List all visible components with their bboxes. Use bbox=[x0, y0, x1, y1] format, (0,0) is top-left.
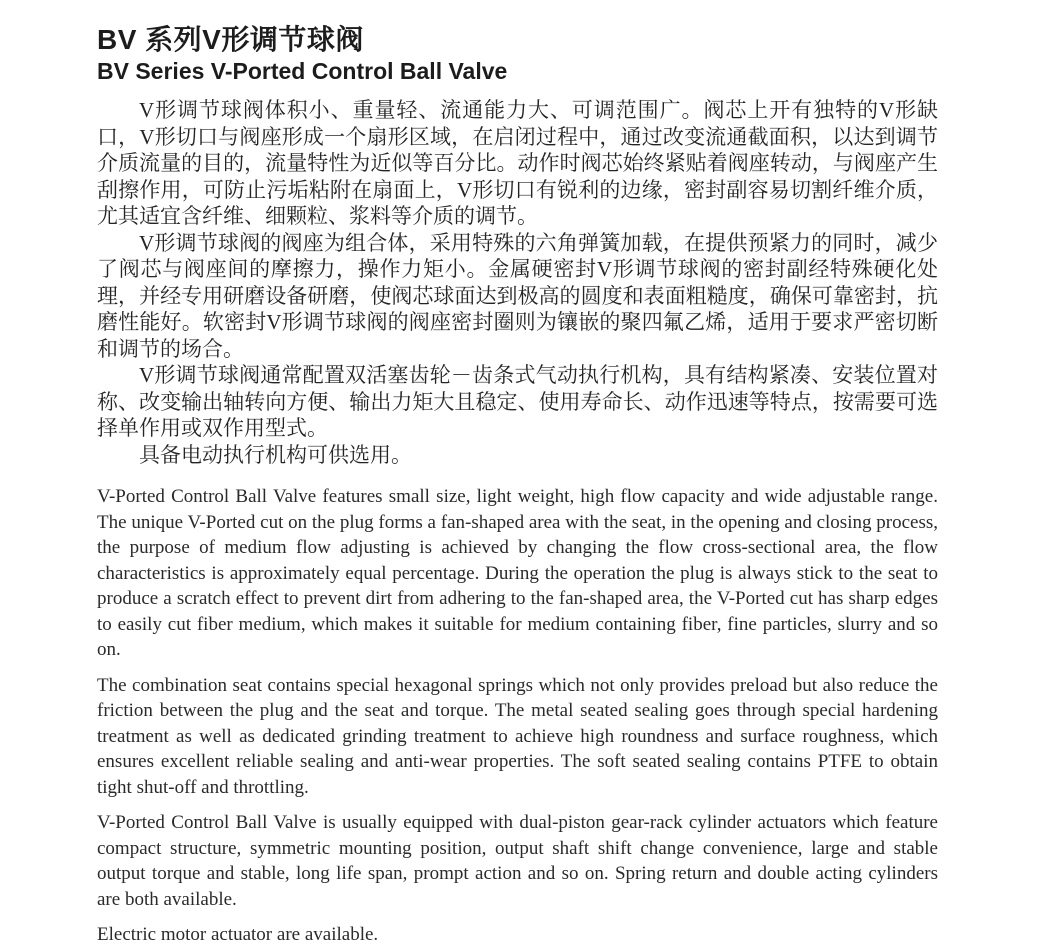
document-page bbox=[97, 24, 938, 948]
cn-paragraph-seat-sealing: V形调节球阀的阀座为组合体，采用特殊的六角弹簧加载，在提供预紧力的同时，减少了阀芯与阀座间的摩擦力，操作力矩小。金属硬密封V形调节球阀的密封副经特殊硬化处理，并经专用研磨设备研磨，使阀芯球面达到极高的圆度和表面粗糙度，确保可靠密封，抗磨性能好。软密封V形调节球阀的阀座密封圈则为镶嵌的聚四氟乙烯，适用于要求严密切断和调节的场合。 bbox=[97, 230, 938, 361]
chinese-description-section bbox=[97, 97, 938, 468]
english-description-section bbox=[97, 484, 938, 948]
page-title-english: BV Series V-Ported Control Ball Valve bbox=[97, 58, 508, 84]
cn-paragraph-actuator: V形调节球阀通常配置双活塞齿轮－齿条式气动执行机构，具有结构紧凑、安装位置对称、改变输出轴转向方便、输出力矩大且稳定、使用寿命长、动作迅速等特点，按需要可选择单作用或双作用型式。 bbox=[97, 363, 938, 440]
en-paragraph-electric-option: Electric motor actuator are available. bbox=[97, 924, 379, 945]
en-paragraph-actuator: V-Ported Control Ball Valve is usually equipped with dual-piston gear-rack cylinder actuators which feature compact structure, symmetric mounting position, output shaft shift change convenience, large and stable output torque and stable, long life span, prompt action and so on. Spring return and double acting cylinders are both available. bbox=[97, 812, 938, 910]
en-paragraph-seat-sealing: The combination seat contains special hexagonal springs which not only provides preload but also reduce the friction between the plug and the seat and torque. The metal seated sealing goes through special hardening treatment as well as dedicated grinding treatment to achieve high roundness and surface roughness, which ensures excellent reliable sealing and anti-wear properties. The soft seated sealing contains PTFE to obtain tight shut-off and throttling. bbox=[97, 674, 938, 798]
cn-paragraph-electric-option: 具备电动执行机构可供选用。 bbox=[139, 442, 412, 467]
en-paragraph-features: V-Ported Control Ball Valve features small size, light weight, high flow capacity and wide adjustable range. The unique V-Ported cut on the plug forms a fan-shaped area with the seat, in the opening and closing process, the purpose of medium flow adjusting is achieved by changing the flow cross-sectional area, the flow characteristics is approximately equal percentage. During the operation the plug is always stick to the seat to produce a scratch effect to prevent dirt from adhering to the fan-shaped area, the V-Ported cut has sharp edges to easily cut fiber medium, which makes it suitable for medium containing fiber, fine particles, slurry and so on. bbox=[97, 486, 938, 660]
cn-paragraph-features: V形调节球阀体积小、重量轻、流通能力大、可调范围广。阀芯上开有独特的V形缺口，V形切口与阀座形成一个扇形区域，在启闭过程中，通过改变流通截面积，以达到调节介质流量的目的，流量特性为近似等百分比。动作时阀芯始终紧贴着阀座转动，与阀座产生刮擦作用，可防止污垢粘附在扇面上，V形切口有锐利的边缘，密封副容易切割纤维介质，尤其适宜含纤维、细颗粒、浆料等介质的调节。 bbox=[97, 98, 938, 228]
page-title-chinese: BV 系列V形调节球阀 bbox=[97, 24, 364, 55]
